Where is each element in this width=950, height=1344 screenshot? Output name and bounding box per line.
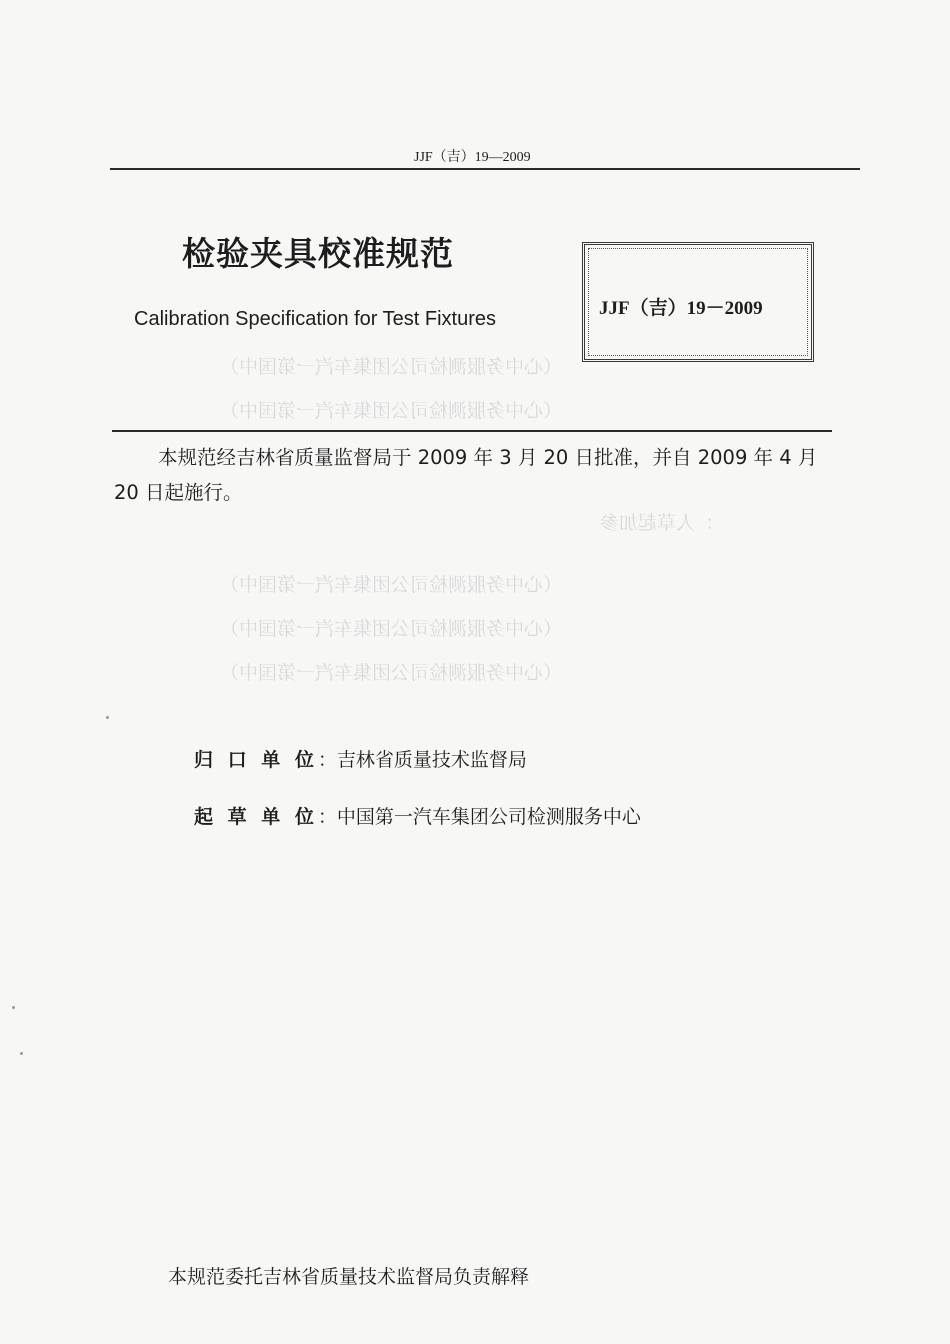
approval-paragraph: 本规范经吉林省质量监督局于 2009 年 3 月 20 日批准，并自 2009 年 4 月 20 日起施行。 bbox=[114, 446, 818, 504]
drafting-unit-separator: ： bbox=[317, 806, 337, 828]
bleed-through-line: （心中务服测检司公团集车汽一第国中） bbox=[220, 400, 563, 422]
bleed-through-line: ：人草起加参 bbox=[600, 512, 715, 534]
bleed-through-line: （心中务服测检司公团集车汽一第国中） bbox=[220, 618, 563, 640]
bleed-through-line: （心中务服测检司公团集车汽一第国中） bbox=[220, 356, 563, 378]
interpretation-note: 本规范委托吉林省质量技术监督局负责解释 bbox=[168, 1266, 530, 1288]
bleed-through-line: （心中务服测检司公团集车汽一第国中） bbox=[220, 574, 563, 596]
drafting-unit-label: 起 草 单 位 bbox=[194, 806, 318, 828]
code-frame-text: JJF（吉）19－2009 bbox=[599, 298, 763, 319]
responsible-unit-label: 归 口 单 位 bbox=[194, 749, 318, 771]
scan-speck bbox=[106, 716, 109, 719]
drafting-unit-row bbox=[194, 802, 641, 829]
bleed-through-line: （心中务服测检司公团集车汽一第国中） bbox=[220, 662, 563, 684]
responsible-unit-value: 吉林省质量技术监督局 bbox=[336, 749, 527, 771]
responsible-unit-separator: ： bbox=[317, 749, 337, 771]
scan-speck bbox=[12, 1006, 15, 1009]
header-divider bbox=[110, 168, 860, 170]
scan-speck bbox=[20, 1052, 23, 1055]
title-english: Calibration Specification for Test Fixtures bbox=[134, 308, 497, 330]
responsible-unit-row bbox=[194, 745, 527, 772]
title-chinese: 检验夹具校准规范 bbox=[182, 234, 454, 273]
drafting-unit-value: 中国第一汽车集团公司检测服务中心 bbox=[336, 806, 641, 828]
code-frame bbox=[582, 242, 814, 362]
header-code: JJF（吉）19—2009 bbox=[414, 150, 531, 165]
section-divider bbox=[112, 430, 832, 432]
